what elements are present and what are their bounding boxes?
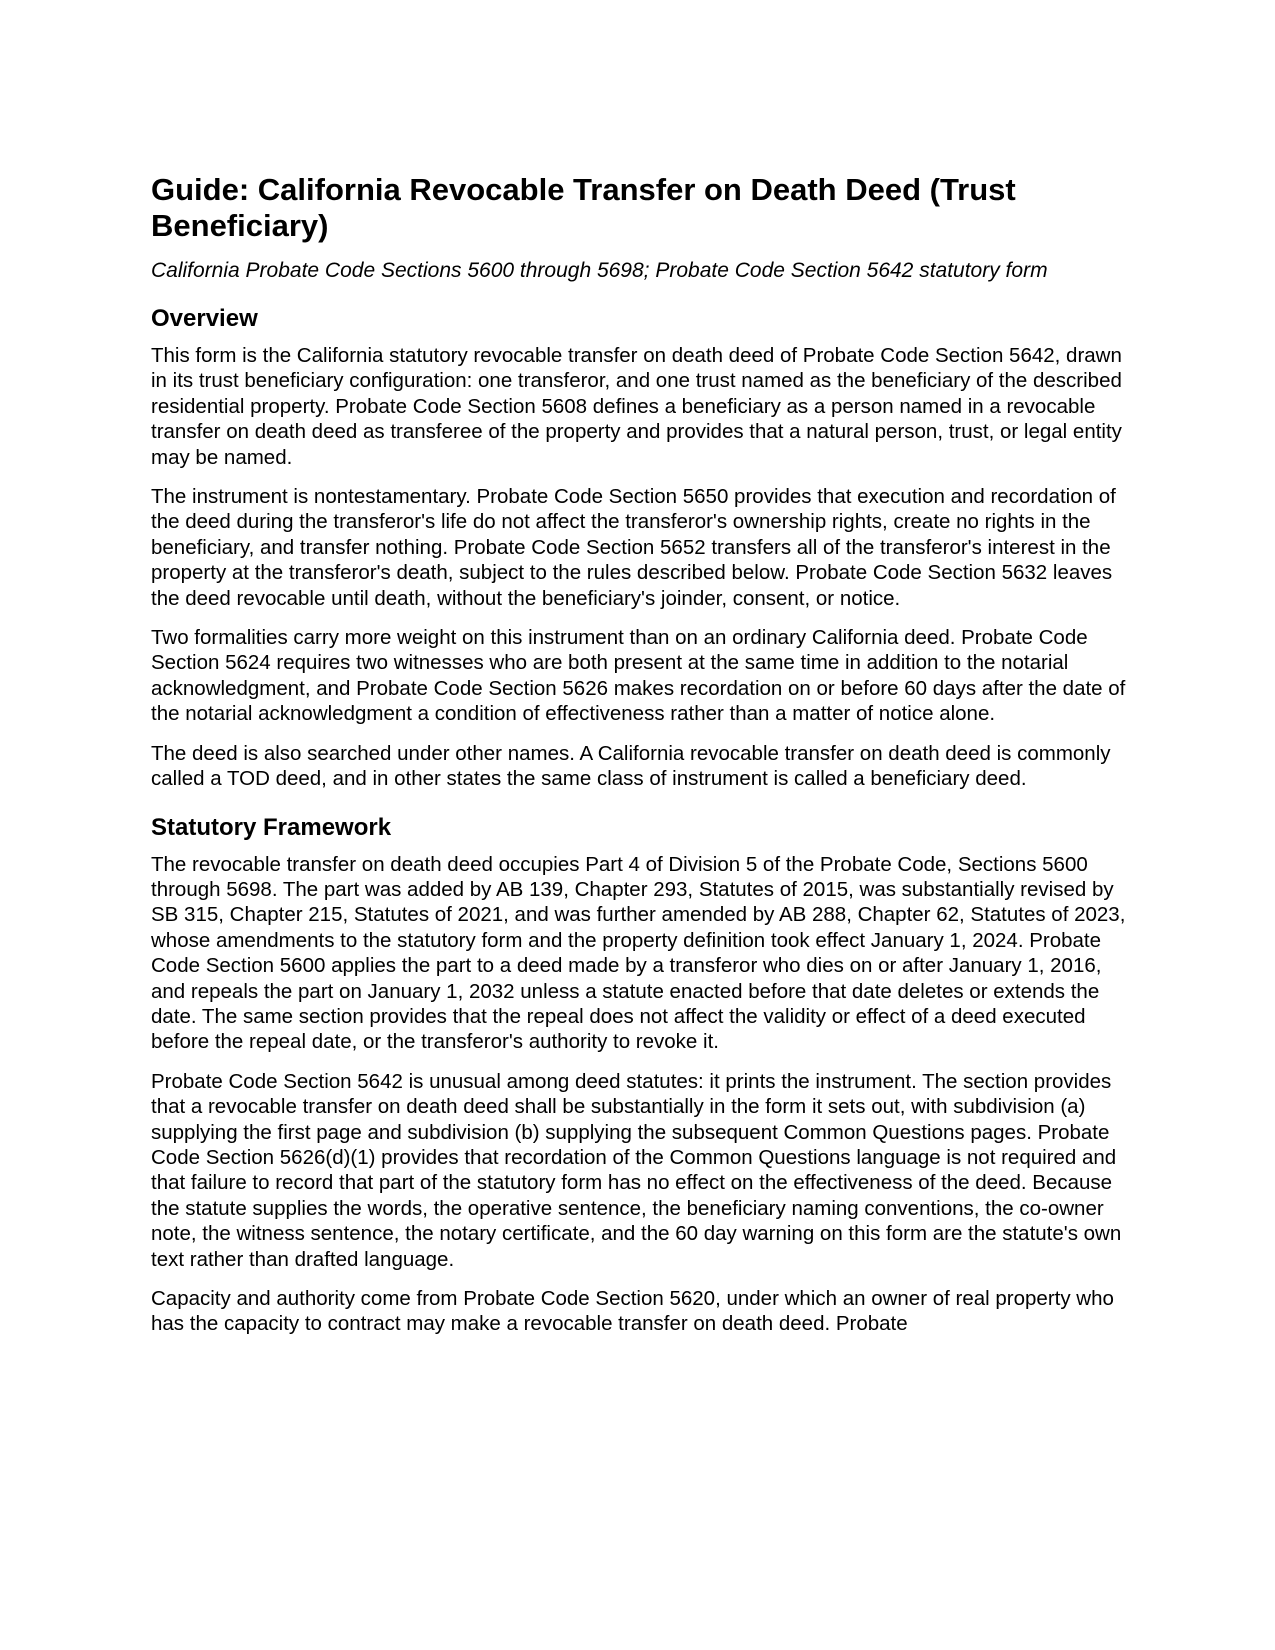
framework-paragraph: The revocable transfer on death deed occupies Part 4 of Division 5 of the Probate Code, Sections 5600 through 5698. The part was added by AB 139, Chapter 293, Statutes of 2015, was substantially revised by SB 315, Chapter 215, Statutes of 2021, and was further amended by AB 288, Chapter 62, Statutes of 2023, whose amendments to the statutory form and the property definition took effect January 1, 2024. Probate Code Section 5600 applies the part to a deed made by a transferor who dies on or after January 1, 2016, and repeals the part on January 1, 2032 unless a statute enacted before that date deletes or extends the date. The same section provides that the repeal does not affect the validity or effect of a deed executed before the repeal date, or the transferor's authority to revoke it. (151, 852, 1126, 1054)
document-page (151, 172, 1141, 1351)
overview-paragraph: The instrument is nontestamentary. Probate Code Section 5650 provides that execution and recordation of the deed during the transferor's life do not affect the transferor's ownership rights, create no rights in the beneficiary, and transfer nothing. Probate Code Section 5652 transfers all of the transferor's interest in the property at the transferor's death, subject to the rules described below. Probate Code Section 5632 leaves the deed revocable until death, without the beneficiary's joinder, consent, or notice. (151, 485, 1116, 610)
document-subtitle: California Probate Code Sections 5600 through 5698; Probate Code Section 5642 statutory form (151, 259, 1048, 282)
document-title: Guide: California Revocable Transfer on Death Deed (Trust Beneficiary) (151, 172, 1016, 243)
framework-paragraph: Capacity and authority come from Probate Code Section 5620, under which an owner of real property who has the capacity to contract may make a revocable transfer on death deed. Probate (151, 1287, 1114, 1336)
section-heading-statutory-framework: Statutory Framework (151, 813, 392, 841)
framework-paragraph: Probate Code Section 5642 is unusual among deed statutes: it prints the instrument. The section provides that a revocable transfer on death deed shall be substantially in the form it sets out, with subdivision (a) supplying the first page and subdivision (b) supplying the subsequent Common Questions pages. Probate Code Section 5626(d)(1) provides that recordation of the Common Questions language is not required and that failure to record that part of the statutory form has no effect on the effectiveness of the deed. Because the statute supplies the words, the operative sentence, the beneficiary naming conventions, the co-owner note, the witness sentence, the notary certificate, and the 60 day warning on this form are the statute's own text rather than drafted language. (151, 1069, 1122, 1271)
overview-paragraph: This form is the California statutory revocable transfer on death deed of Probate Code Section 5642, drawn in its trust beneficiary configuration: one transferor, and one trust named as the beneficiary of the described residential property. Probate Code Section 5608 defines a beneficiary as a person named in a revocable transfer on death deed as transferee of the property and provides that a natural person, trust, or legal entity may be named. (151, 344, 1122, 469)
overview-paragraph: The deed is also searched under other names. A California revocable transfer on death deed is commonly called a TOD deed, and in other states the same class of instrument is called a beneficiary deed. (151, 741, 1111, 791)
section-heading-overview: Overview (151, 305, 258, 332)
overview-paragraph: Two formalities carry more weight on this instrument than on an ordinary California deed. Probate Code Section 5624 requires two witnesses who are both present at the same time in addition to the notarial acknowledgment, and Probate Code Section 5626 makes recordation on or before 60 days after the date of the notarial acknowledgment a condition of effectiveness rather than a matter of notice alone. (151, 626, 1126, 726)
